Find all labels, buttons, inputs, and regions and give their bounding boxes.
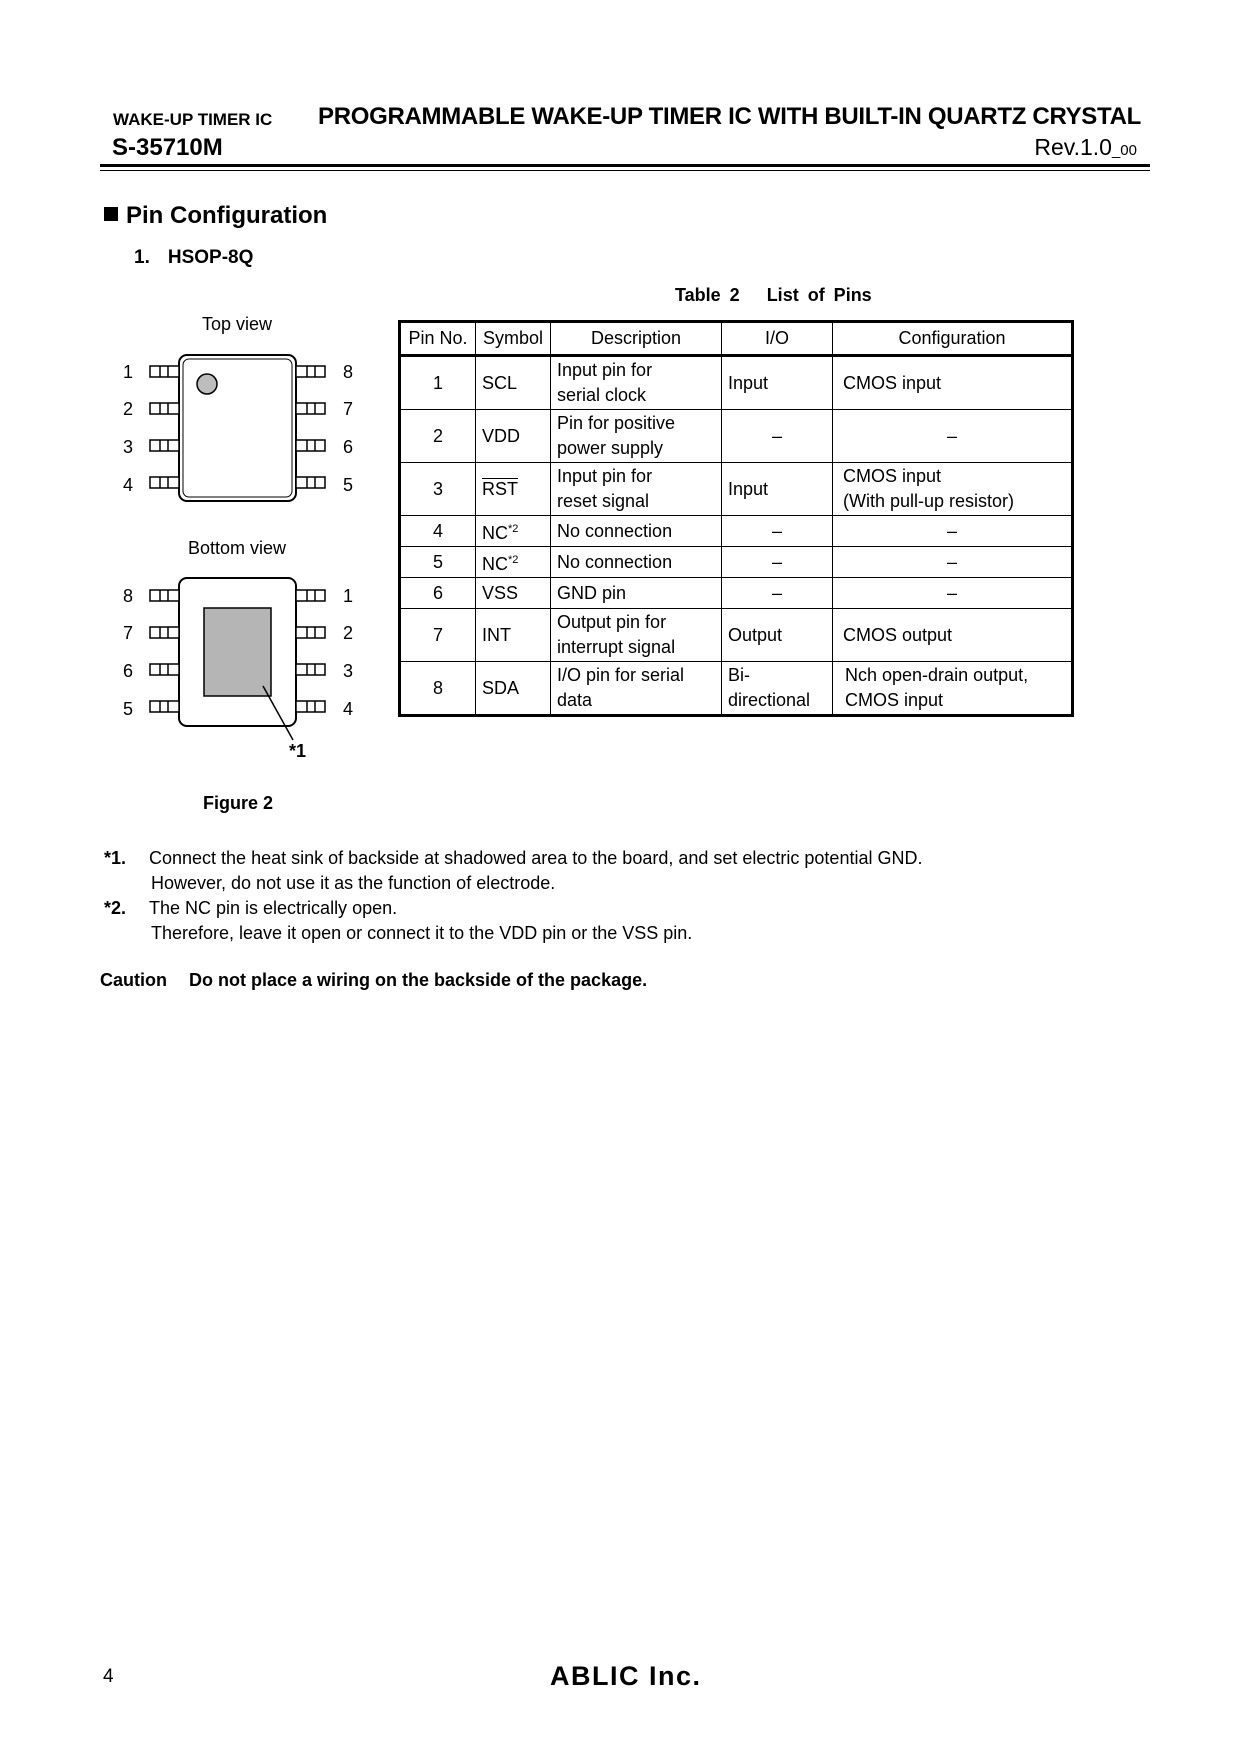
top-left-pin-4: 4 [123,475,134,495]
pin-symbol: INT [476,609,551,662]
top-left-pin-1: 1 [123,362,134,382]
header-rule-thin [100,170,1150,171]
cfg-line: CMOS output [843,624,953,645]
company-logo: ABLIC Inc. [550,1661,702,1691]
desc-line: Input pin for [557,466,653,486]
table-row [400,609,1073,662]
pin-io: – [722,410,833,463]
pin-description [551,662,722,716]
footnote-marker: *1. [104,848,127,868]
table-row [400,578,1073,609]
package-figure [110,300,360,770]
pin-configuration: – [833,410,1073,463]
footnote-1 [104,846,1104,896]
model-number: S-35710M [112,134,223,161]
table-row [400,662,1073,716]
pin-io: – [722,578,833,609]
cfg-line: Nch open-drain output, [845,665,1029,685]
bottom-left-pin-5: 5 [123,699,134,719]
pin-number: 4 [400,516,476,547]
pin-configuration: – [833,547,1073,578]
top-view-body [179,355,296,501]
header-description: Description [551,322,722,356]
pin-number: 5 [400,547,476,578]
pin-number: 7 [400,609,476,662]
pin-description: No connection [551,516,722,547]
pin-io: Output [722,609,833,662]
cfg-line: CMOS input [843,466,942,486]
desc-line: serial clock [557,385,647,405]
table-caption: Table 2 List of Pins [675,285,872,305]
pin-configuration [833,463,1073,516]
caution-text: Do not place a wiring on the backside of the package. [189,970,648,990]
cfg-line: CMOS input [845,690,944,710]
cfg-line: (With pull-up resistor) [843,491,1015,511]
pin-description [551,609,722,662]
pin-symbol: SDA [476,662,551,716]
pin1-marker-icon [197,374,217,394]
pin-description: GND pin [551,578,722,609]
bottom-right-pin-1: 1 [343,586,354,606]
bottom-right-pin-4: 4 [343,699,354,719]
document-title: PROGRAMMABLE WAKE-UP TIMER IC WITH BUILT-IN QUARTZ CRYSTAL [318,103,1141,130]
caution-label: Caution [100,970,167,990]
pin-configuration: – [833,578,1073,609]
desc-line: I/O pin for serial [557,665,685,685]
symbol-footnote: *2 [508,522,519,535]
header-symbol: Symbol [476,322,551,356]
table-row [400,410,1073,463]
pin-symbol: SCL [476,356,551,410]
footnote-line: The NC pin is electrically open. [149,898,398,918]
header-category: WAKE-UP TIMER IC [113,110,273,129]
subsection-number: 1. [134,247,150,268]
footnote-marker: *2. [104,898,127,918]
pin-number: 6 [400,578,476,609]
square-bullet-icon [104,207,118,221]
pin-symbol: VDD [476,410,551,463]
pin-description [551,356,722,410]
pin-io: Input [722,463,833,516]
desc-line: reset signal [557,491,650,511]
subsection-heading [134,247,253,269]
desc-line: Input pin for [557,360,653,380]
bottom-right-pin-2: 2 [343,623,354,643]
symbol-text: NC [482,522,508,543]
figure-caption: Figure 2 [203,793,274,813]
pin-io: Bi-directional [722,662,833,716]
desc-line: Pin for positive [557,413,676,433]
caution-note [100,970,647,991]
table-header-row [400,322,1073,356]
bottom-left-pin-6: 6 [123,661,134,681]
top-left-pin-2: 2 [123,399,134,419]
pin-list-table [398,320,1074,717]
symbol-footnote: *2 [508,553,519,566]
pin-io: Input [722,356,833,410]
heat-sink-area [204,608,271,696]
symbol-overlined: $\overline{RST}$ [482,478,518,499]
pin-configuration [833,356,1073,410]
top-right-pin-8: 8 [343,362,354,382]
table-row [400,547,1073,578]
revision-sub: _00 [1111,142,1137,159]
revision [1034,134,1137,161]
header-rule [100,164,1150,167]
pin-configuration: – [833,516,1073,547]
desc-line: power supply [557,438,664,458]
subsection-title: HSOP-8Q [167,247,254,268]
pin-number: 2 [400,410,476,463]
desc-line: data [557,690,593,710]
bottom-left-pin-7: 7 [123,623,134,643]
page-number: 4 [103,1666,114,1687]
bottom-left-pin-8: 8 [123,586,134,606]
top-left-pin-3: 3 [123,437,134,457]
pin-io: – [722,547,833,578]
top-right-pin-7: 7 [343,399,354,419]
header-io: I/O [722,322,833,356]
pin-description [551,463,722,516]
pin-symbol [476,463,551,516]
section-heading [104,202,327,230]
desc-line: interrupt signal [557,637,676,657]
top-right-pin-6: 6 [343,437,354,457]
pin-configuration [833,609,1073,662]
symbol-text: NC [482,553,508,574]
revision-main: Rev.1.0 [1034,134,1112,160]
table-row [400,516,1073,547]
pin-symbol [476,547,551,578]
header-configuration: Configuration [833,322,1073,356]
top-view-label: Top view [201,314,273,334]
desc-line: Output pin for [557,612,667,632]
header-pin-no: Pin No. [400,322,476,356]
pin-description [551,410,722,463]
pin-number: 1 [400,356,476,410]
footnote-line: However, do not use it as the function of electrode. [151,873,556,893]
pin-description: No connection [551,547,722,578]
table-row [400,356,1073,410]
bottom-view-label: Bottom view [187,538,287,558]
pin-number: 8 [400,662,476,716]
top-right-pin-5: 5 [343,475,354,495]
cfg-line: CMOS input [843,372,942,393]
bottom-right-pin-3: 3 [343,661,354,681]
section-title: Pin Configuration [126,202,328,229]
footnote-line: Connect the heat sink of backside at shadowed area to the board, and set electric potential GND. [149,848,923,868]
pin-symbol [476,516,551,547]
heat-sink-note-marker: *1 [289,741,307,761]
pin-io: – [722,516,833,547]
footnote-line: Therefore, leave it open or connect it to the VDD pin or the VSS pin. [151,923,693,943]
pin-configuration [833,662,1073,716]
pin-symbol: VSS [476,578,551,609]
footnote-2 [104,896,1104,946]
table-row [400,463,1073,516]
pin-number: 3 [400,463,476,516]
